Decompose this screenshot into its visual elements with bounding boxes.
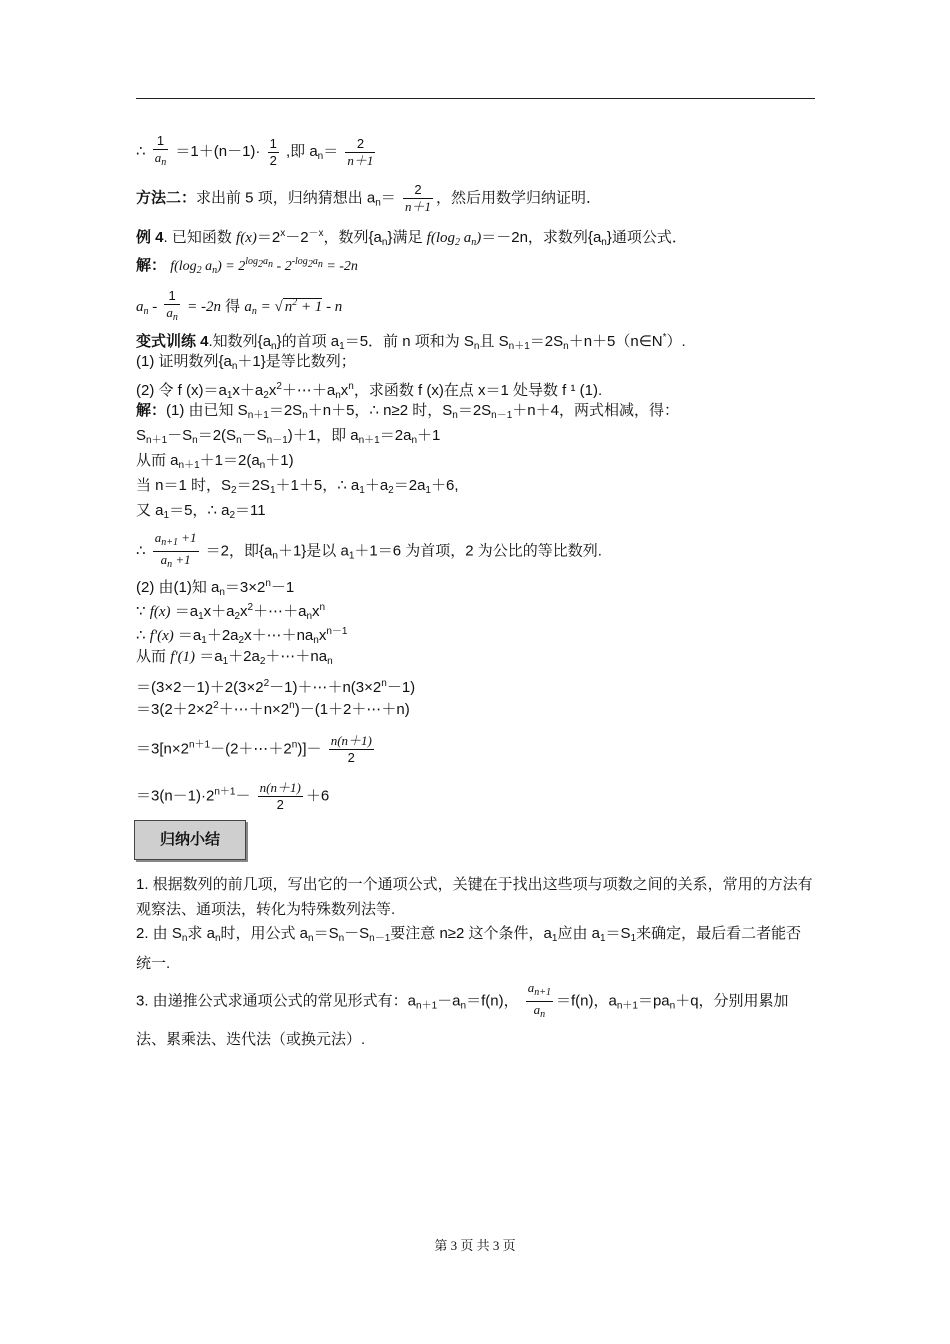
solution-2: $S_{n+1}-S_n=2(S_n-S_{n-1})+1$，即 $a_{n+1}=2a_n+1$ <box>136 427 441 446</box>
solution-line: 解： $f(\log_2$ $a_n) = 2^{log_2a_n} - 2^{-log_2a_n} = -2n$ <box>136 256 358 276</box>
solution-6: ∴ $\frac{a_{n+1} +1}{a_n +1}$ ＝2，即$\{a_n+1\}$是以 $a_1+1=6$ 为首项，2 为公比的等比数列. <box>136 530 602 570</box>
solution-5: 又 $a_1=5$，∴ $a_2=11$ <box>136 502 266 521</box>
method-two: 方法二：求出前 5 项，归纳猜想出 $a_n=$ $\frac{2}{n+1}$ ，然后用数学归纳证明． <box>136 182 601 214</box>
solution-4: 当 n＝1 时，$S_2=2S_1+1+5$，∴ $a_1+a_2=2a_1+6$, <box>136 477 459 496</box>
example-4: 例 4. 已知函数 $f(x)=2^x-2^{-x}$，数列$\{a_n\}$满足 $f(\log_2$ $a_n)=-2n$，求数列$\{a_n\}$通项公式． <box>136 228 687 248</box>
part2-line-7: $=3[n\times 2^{n+1}-(2+\cdots+2^n)]-$ $\frac{n(n+1)}{2}$ <box>136 733 372 765</box>
part2-line-5: $=(3\times 2-1)+2(3\times 2^2-1)+\cdots+n(3\times 2^n-1)$ <box>136 678 416 696</box>
part2-line-2: ∵ $f(x) =a_1x+a_2x^2+\cdots+a_nx^n$ <box>136 602 326 622</box>
page-footer: 第 3 页 共 3 页 <box>434 1238 516 1253</box>
part-2: (2) 令 f $(x)=a_1x+a_2x^2+\cdots+a_nx^n$，求函数 f (x)在点 x＝1 处导数 f ¹ (1). <box>136 381 603 401</box>
part2-line-6: $=3(2+2\times 2^2+\cdots+n\times 2^n)-(1+2+\cdots+n)$ <box>136 700 410 718</box>
solution-3: 从而 $a_{n+1}+1=2(a_n+1)$ <box>136 452 294 471</box>
summary-item-2: 2. 由 $S_n$求 $a_n$时，用公式 $a_n=S_n-S_{n-1}$要注意 n≥2 这个条件，$a_1$应由 $a_1=S_1$来确定，最后看二者能否统一. <box>136 925 802 972</box>
part2-line-3: ∴ $f'(x) =a_1+2a_2x+\cdots+na_nx^{n-1}$ <box>136 626 348 646</box>
solution-1: 解：(1) 由已知 $S_{n+1}=2S_n+n+5$，∴ n≥2 时，$S_n=2S_{n-1}+n+4$，两式相减，得： <box>136 402 679 421</box>
part2-line-1: (2) 由(1)知 $a_n=3\times 2^n-1$ <box>136 578 295 598</box>
summary-item-3: 3. 由递推公式求通项公式的常见形式有：$a_{n+1}-a_n=f(n)$， $\frac{a_{n+1}}{a_n}$ ＝f(n)，$a_{n+1}=pa_n+q$，分别用累加法、累乘法、迭代法（或换元法）. <box>136 980 789 1049</box>
line-therefore-an: ∴ $\frac{1}{a_n}$ ＝1＋(n－1)· $\frac{1}{2}$ ,即 $a_n=$ $\frac{2}{n+1}$ <box>136 133 374 168</box>
header-rule <box>136 98 815 99</box>
part-1: (1) 证明数列$\{a_n+1\}$是等比数列； <box>136 353 356 372</box>
summary-item-1: 1. 根据数列的前几项，写出它的一个通项公式，关键在于找出这些项与项数之间的关系，常用的方法有观察法、通项法，转化为特殊数列法等. <box>136 876 813 918</box>
summary-heading: 归纳小结 <box>134 820 246 860</box>
part2-line-4: 从而 $f'(1) =a_1+2a_2+\cdots+na_n$ <box>136 648 333 667</box>
part2-line-8: $=3(n-1)\cdot 2^{n+1}-$ $\frac{n(n+1)}{2}$ ＋6 <box>136 780 330 812</box>
variant-training-4: 变式训练 4.知数列$\{a_n\}$的首项 $a_1=5$．前 n 项和为 $S_n$且 $S_{n+1}=2S_n+n+5(n\in N^*)$. <box>136 332 686 352</box>
solution-line-2: $a_n$ - $\frac{1}{a_n}$ = -2n 得 $a_n$ = √ $n^2 + 1 - n$ <box>136 288 343 323</box>
